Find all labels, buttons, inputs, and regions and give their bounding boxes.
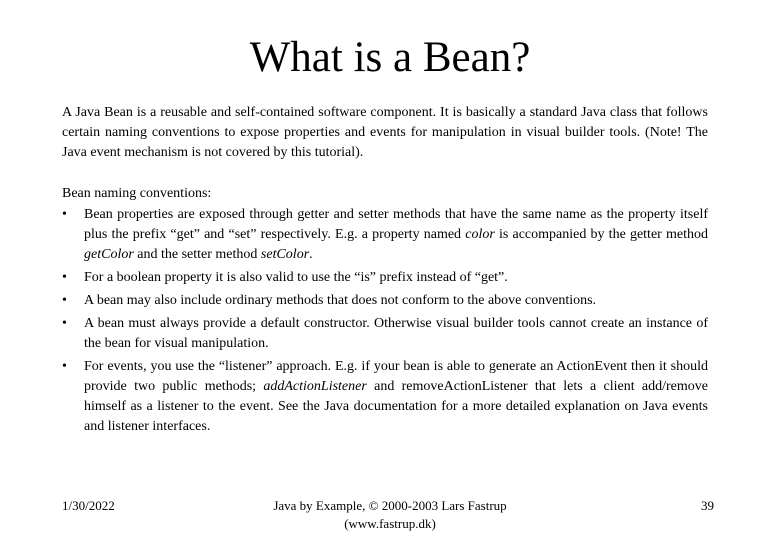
item-emphasis: getColor — [84, 247, 134, 262]
footer-date: 1/30/2022 — [62, 498, 115, 513]
bullet-glyph: • — [62, 359, 67, 374]
page-number: 39 — [701, 498, 714, 513]
footer-source-line-2: (www.fastrup.dk) — [344, 516, 436, 531]
item-text: For events, you use the “listener” approach. E.g. if your bean is able to generate an ActionEvent then it should provide two public methods; — [84, 359, 708, 394]
list-item — [62, 268, 708, 288]
bullet-glyph: • — [62, 270, 67, 285]
bullet-glyph: • — [62, 293, 67, 308]
item-text: For a boolean property it is also valid to use the “is” prefix instead of “get”. — [84, 270, 508, 285]
footer-source-line-1: Java by Example, © 2000-2003 Lars Fastrup — [273, 498, 507, 513]
item-text: is accompanied by the getter method — [494, 227, 708, 242]
item-text: A bean must always provide a default constructor. Otherwise visual builder tools cannot create an instance of the bean for visual manipulation. — [84, 316, 708, 351]
intro-paragraph: A Java Bean is a reusable and self-contained software component. It is basically a standard Java class that follows certain naming conventions to expose properties and events for manipulation in visual builder tools. (Note! The Java event mechanism is not covered by this tutorial). — [62, 105, 708, 160]
conventions-heading: Bean naming conventions: — [62, 186, 212, 201]
list-item — [62, 314, 708, 354]
item-emphasis: setColor — [260, 247, 310, 262]
list-item — [62, 291, 708, 311]
list-item — [62, 205, 708, 265]
item-text: A bean may also include ordinary methods that does not conform to the above conventions. — [84, 293, 597, 308]
item-text: and the setter method — [133, 247, 261, 262]
slide-title: What is a Bean? — [249, 34, 531, 81]
item-emphasis: addActionListener — [263, 379, 367, 394]
bullet-glyph: • — [62, 316, 67, 331]
item-text: Bean properties are exposed through getter and setter methods that have the same name as the property itself plus the prefix “get” and “set” respectively. E.g. a property named — [84, 207, 708, 242]
item-emphasis: color — [465, 227, 495, 242]
conventions-list — [62, 205, 708, 440]
footer-source — [240, 497, 540, 533]
item-text: . — [309, 247, 313, 262]
bullet-glyph: • — [62, 207, 67, 222]
list-item — [62, 357, 708, 437]
item-text: and removeActionListener that lets a client add/remove himself as a listener to the event. See the Java documentation for a more detailed explanation on Java events and listener interfaces. — [84, 379, 708, 434]
